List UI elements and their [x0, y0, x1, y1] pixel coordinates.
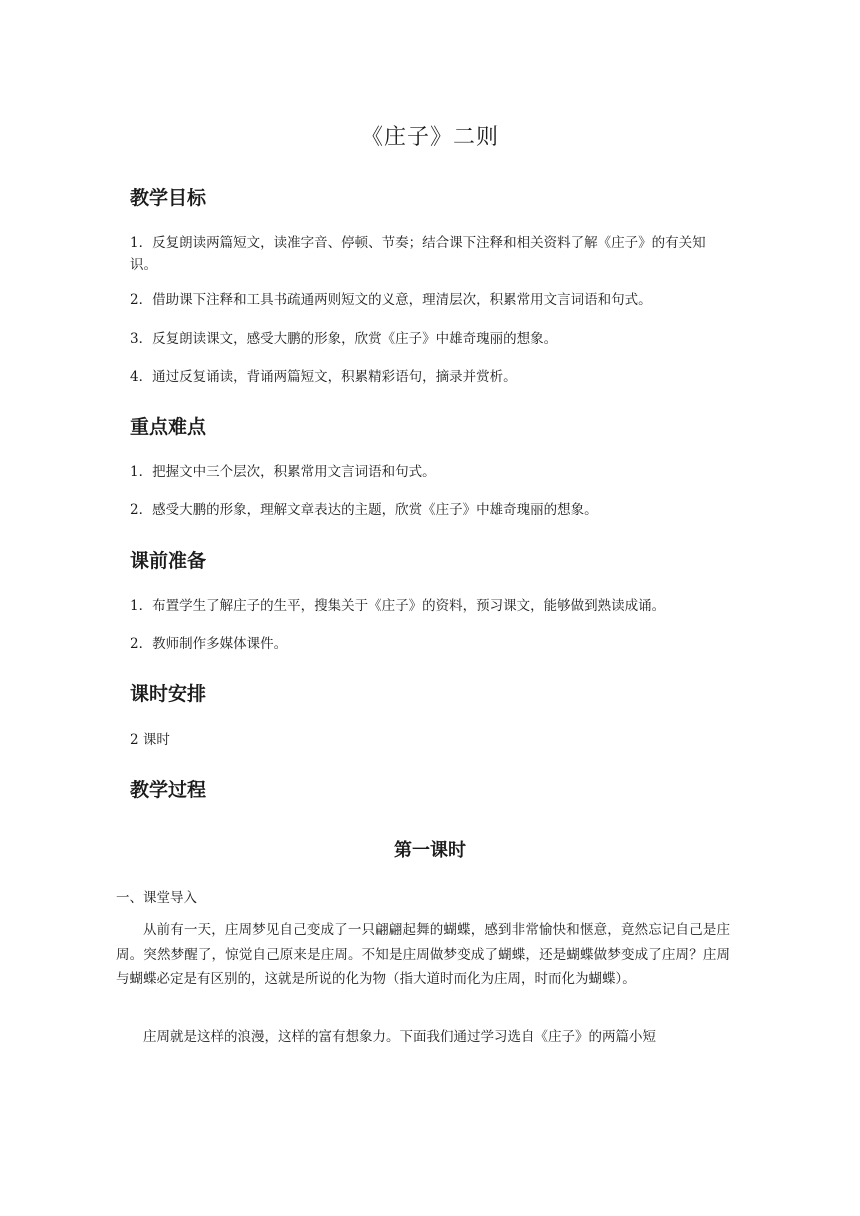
heading-objectives: 教学目标: [130, 187, 207, 209]
lesson-title: 第一课时: [394, 840, 466, 861]
document-title: 《庄子》二则: [360, 125, 499, 150]
heading-process: 教学过程: [130, 779, 207, 801]
objective-item-2: 2．借助课下注释和工具书疏通两则短文的义意，理清层次，积累常用文言词语和句式。: [130, 292, 652, 308]
objective-item-3: 3．反复朗读课文，感受大鹏的形象，欣赏《庄子》中雄奇瑰丽的想象。: [130, 331, 558, 347]
intro-paragraph-2: 庄周就是这样的浪漫，这样的富有想象力。下面我们通过学习选自《庄子》的两篇小短: [143, 1029, 656, 1045]
key-point-item-1: 1．把握文中三个层次，积累常用文言词语和句式。: [130, 464, 436, 480]
preparation-item-1: 1．布置学生了解庄子的生平，搜集关于《庄子》的资料，预习课文，能够做到熟读成诵。: [130, 598, 666, 614]
part-label: 一、课堂导入: [116, 890, 197, 906]
objective-item-4: 4．通过反复诵读，背诵两篇短文，积累精彩语句，摘录并赏析。: [130, 369, 517, 385]
schedule-text: 2 课时: [130, 732, 170, 748]
heading-preparation: 课前准备: [130, 550, 207, 572]
preparation-item-2: 2．教师制作多媒体课件。: [130, 636, 288, 652]
intro-paragraph-1: 从前有一天，庄周梦见自己变成了一只翩翩起舞的蝴蝶，感到非常愉快和惬意，竟然忘记自己是庄周。突然梦醒了，惊觉自己原来是庄周。不知是庄周做梦变成了蝴蝶，还是蝴蝶做梦变成了庄周？庄周与蝴蝶必定是有区别的，这就是所说的化为物（指大道时而化为庄周，时而化为蝴蝶）。: [116, 922, 730, 987]
objective-item-1: 1．反复朗读两篇短文，读准字音、停顿、节奏；结合课下注释和相关资料了解《庄子》的有关知识。: [130, 235, 706, 273]
key-point-item-2: 2．感受大鹏的形象，理解文章表达的主题，欣赏《庄子》中雄奇瑰丽的想象。: [130, 502, 598, 518]
heading-key-points: 重点难点: [130, 416, 207, 438]
heading-schedule: 课时安排: [130, 683, 207, 705]
